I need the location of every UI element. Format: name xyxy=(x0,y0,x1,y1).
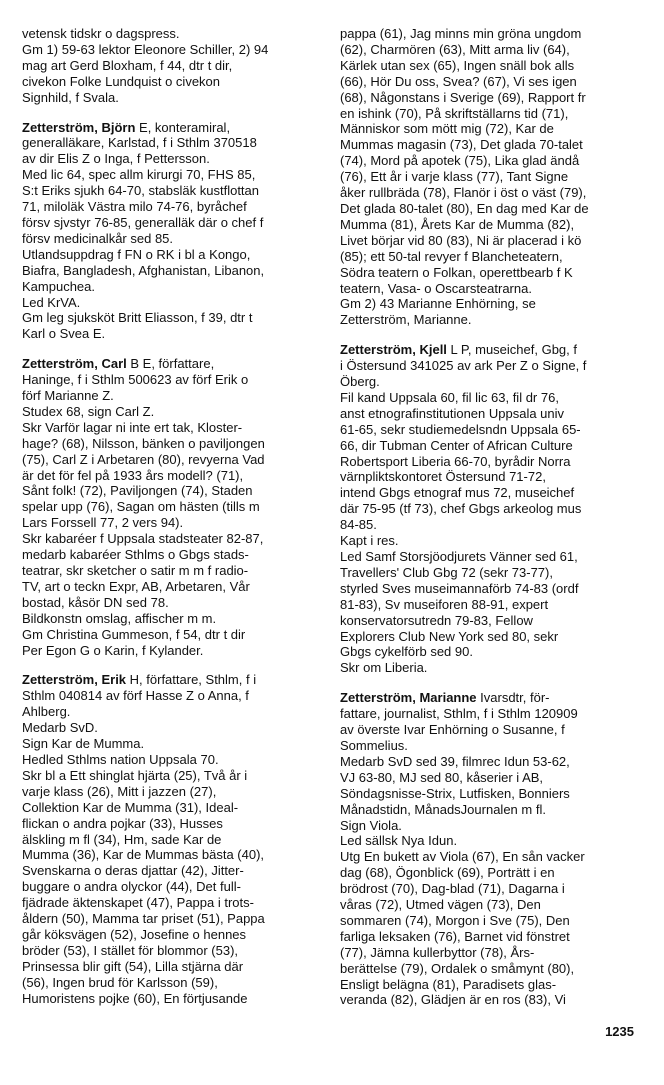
entry-text-line: går köksvägen (52), Josefine o hennes xyxy=(22,926,247,942)
entry-text-line: Sånt folk! (72), Paviljongen (74), Staden xyxy=(22,483,253,499)
entry-text-line: (77), Jämna kullerbyttor (78), Års- xyxy=(340,944,535,960)
entry-first-line xyxy=(22,356,318,372)
entry-text-line: av överste Ivar Enhörning o Susanne, f xyxy=(340,722,565,738)
entry-text-line: Mummas magasin (73), Det glada 70-talet xyxy=(340,137,583,153)
entry-text-line: veranda (82), Glädjen är en ros (83), Vi xyxy=(340,992,566,1008)
entry-text-line: styrled Sves museimannaförb 74-83 (ordf xyxy=(340,580,579,596)
entry-text-line: Medarb SvD sed 39, filmrec Idun 53-62, xyxy=(340,753,570,769)
biography-entry xyxy=(340,690,640,1008)
entry-name: Zetterström, Carl xyxy=(22,356,127,372)
biography-continuation xyxy=(22,26,318,106)
entry-text-line: 61-65, sekr studiemedelsndn Uppsala 65- xyxy=(340,421,581,437)
entry-text-line: bostad, kåsör DN sed 78. xyxy=(22,594,169,610)
entry-text-line: Sign Kar de Mumma. xyxy=(22,736,145,752)
entry-text-line: Travellers' Club Gbg 72 (sekr 73-77), xyxy=(340,564,553,580)
entry-text-line: varje klass (26), Mitt i jazzen (27), xyxy=(22,783,217,799)
entry-text-line: medarb kabaréer Sthlms o Gbgs stads- xyxy=(22,547,249,563)
page-number: 1235 xyxy=(605,1024,634,1039)
entry-text-line: Skr kabaréer f Uppsala stadsteater 82-87, xyxy=(22,531,264,547)
entry-text-line: (62), Charmören (63), Mitt arma liv (64), xyxy=(340,41,570,57)
entry-text-line: Livet börjar vid 80 (83), Ni är placerad i kö xyxy=(340,232,582,248)
entry-text-line: där 75-95 (tf 73), chef Gbgs arkeolog mus xyxy=(340,501,582,517)
biography-entry xyxy=(22,672,318,1006)
entry-text-line: flickan o andra pojkar (33), Husses xyxy=(22,815,223,831)
entry-first-line xyxy=(340,690,640,706)
entry-text-line: Robertsport Liberia 66-70, byrådir Norra xyxy=(340,453,571,469)
entry-text-line: fjädrade äktenskapet (47), Pappa i trots- xyxy=(22,895,254,911)
entry-text-line: Mumma (36), Kar de Mummas bästa (40), xyxy=(22,847,265,863)
entry-text-line: Ensligt belägna (81), Paradisets glas- xyxy=(340,976,557,992)
entry-name: Zetterström, Erik xyxy=(22,672,127,688)
entry-text-line: 71, miloläk Västra milo 74-76, byråchef xyxy=(22,199,247,215)
entry-text-line: Zetterström, Marianne. xyxy=(340,312,472,328)
entry-text-line: Gm 2) 43 Marianne Enhörning, se xyxy=(340,296,536,312)
entry-text-line: Biafra, Bangladesh, Afghanistan, Libanon, xyxy=(22,262,265,278)
entry-text-line: Utlandsuppdrag f FN o RK i bl a Kongo, xyxy=(22,246,251,262)
entry-text-line: (68), Någonstans i Sverige (69), Rapport fr xyxy=(340,89,586,105)
entry-text-line: teatrar, skr sketcher o satir m m f radio- xyxy=(22,563,249,578)
entry-text-line: försv sjvstyr 76-85, generalläk där o chef f xyxy=(22,214,264,230)
entry-first-line-text: vetensk tidskr o dagspress. xyxy=(22,26,180,41)
entry-text-line: (85); ett 50-tal revyer f Blancheteatern, xyxy=(340,248,563,264)
entry-name: Zetterström, Marianne xyxy=(340,690,477,706)
entry-name: Zetterström, Kjell xyxy=(340,342,447,358)
entry-text-line: Människor som mött mig (72), Kar de xyxy=(340,121,554,137)
entry-text-line: dag (68), Ögonblick (69), Porträtt i en xyxy=(340,865,555,881)
entry-text-line: TV, art o teckn Expr, AB, Arbetaren, Vår xyxy=(22,578,250,594)
entry-text-line: Öberg. xyxy=(340,374,380,390)
biography-entry xyxy=(22,120,318,343)
entry-text-line: Med lic 64, spec allm kirurgi 70, FHS 85, xyxy=(22,167,256,183)
entry-text-line: Sommelius. xyxy=(340,737,408,753)
entry-first-line xyxy=(22,120,318,136)
entry-text-line: teatern, Vasa- o Oscarsteatrarna. xyxy=(340,280,532,296)
entry-text-line: en ishink (70), På skriftställarns tid (71), xyxy=(340,105,569,121)
entry-text-line: våras (72), Utmed vägen (73), Den xyxy=(340,897,541,913)
entry-text-line: Kärlek utan sex (65), Ingen snäll bok alls xyxy=(340,57,575,73)
entry-text-line: Signhild, f Svala. xyxy=(22,89,119,105)
entry-text-line: Det glada 80-talet (80), En dag med Kar de xyxy=(340,200,589,216)
entry-text-line: försv medicinalkår sed 85. xyxy=(22,230,174,246)
entry-text-line: Utg En bukett av Viola (67), En sån vacker xyxy=(340,849,585,865)
entry-first-line-text: L P, museichef, Gbg, f xyxy=(446,342,577,358)
entry-text-line: Gm leg sjuksköt Britt Eliasson, f 39, dtr t xyxy=(22,310,253,326)
entry-text-line: Lars Forssell 77, 2 vers 94). xyxy=(22,515,184,531)
entry-text-line: buggare o andra olyckor (44), Det full- xyxy=(22,879,241,895)
entry-first-line xyxy=(22,672,318,688)
entry-text-line: Karl o Svea E. xyxy=(22,326,106,342)
biography-continuation xyxy=(340,26,640,328)
entry-text-line: Medarb SvD. xyxy=(22,720,98,736)
entry-text-line: Bildkonstn omslag, affischer m m. xyxy=(22,610,217,626)
entry-text-line: Per Egon G o Karin, f Kylander. xyxy=(22,642,204,658)
entry-first-line-text: H, författare, Sthlm, f i xyxy=(126,672,257,688)
entry-text-line: brödrost (70), Dag-blad (71), Dagarna i xyxy=(340,881,565,897)
entry-text-line: Södra teatern o Folkan, operettbearb f K xyxy=(340,264,573,280)
entry-text-line: Månadstidn, MånadsJournalen m fl. xyxy=(340,801,546,817)
entry-text-line: 66, dir Tubman Center of African Culture xyxy=(340,437,573,453)
entry-text-line: Haninge, f i Sthlm 500623 av förf Erik o xyxy=(22,372,249,388)
entry-text-line: Studex 68, sign Carl Z. xyxy=(22,403,155,419)
entry-text-line: generalläkare, Karlstad, f i Sthlm 370518 xyxy=(22,135,257,151)
entry-text-line: Led Samf Storsjöodjurets Vänner sed 61, xyxy=(340,549,578,564)
entry-first-line-text: Ivarsdtr, för- xyxy=(476,690,550,706)
entry-text-line: Fil kand Uppsala 60, fil lic 63, fil dr 76, xyxy=(340,389,559,405)
entry-text-line: mag art Gerd Bloxham, f 44, dtr t dir, xyxy=(22,57,233,73)
text-column-left xyxy=(22,26,318,1006)
biography-entry xyxy=(340,342,640,676)
entry-text-line: Kampuchea. xyxy=(22,278,95,294)
entry-text-line: Skr Varför lagar ni inte ert tak, Kloster- xyxy=(22,419,243,435)
entry-text-line: Humoristens pojke (60), En förtjusande xyxy=(22,990,248,1006)
entry-text-line: Gm 1) 59-63 lektor Eleonore Schiller, 2) 94 xyxy=(22,41,269,57)
entry-text-line: (74), Mord på apotek (75), Lika glad ändå xyxy=(340,153,580,169)
entry-text-line: Led KrVA. xyxy=(22,294,81,310)
entry-first-line xyxy=(22,26,318,42)
entry-text-line: farliga leksaken (76), Barnet vid fönstret xyxy=(340,928,570,944)
entry-text-line: av dir Elis Z o Inga, f Pettersson. xyxy=(22,151,210,167)
entry-text-line: anst etnografinstitutionen Uppsala univ xyxy=(340,405,565,421)
entry-text-line: Skr om Liberia. xyxy=(340,660,428,676)
entry-text-line: (76), Ett år i varje klass (77), Tant Signe xyxy=(340,169,569,185)
entry-text-line: Söndagsnisse-Strix, Lutfisken, Bonniers xyxy=(340,785,570,801)
entry-name: Zetterström, Björn xyxy=(22,119,136,135)
entry-text-line: är det för fel på 1933 års modell? (71), xyxy=(22,467,244,483)
entry-text-line: förf Marianne Z. xyxy=(22,388,114,404)
entry-text-line: Sthlm 040814 av förf Hasse Z o Anna, f xyxy=(22,688,249,704)
text-column-right xyxy=(340,26,640,1008)
entry-text-line: sommaren (74), Morgon i Sve (75), Den xyxy=(340,912,570,928)
entry-first-line-text: pappa (61), Jag minns min gröna ungdom xyxy=(340,26,582,41)
entry-text-line: (56), Ingen brud för Karlsson (59), xyxy=(22,974,218,990)
entry-text-line: Gbgs cykelförb sed 90. xyxy=(340,644,473,660)
entry-text-line: i Östersund 341025 av ark Per Z o Signe, f xyxy=(340,358,587,374)
entry-text-line: Svenskarna o deras djattar (42), Jitter- xyxy=(22,863,244,879)
entry-text-line: Hedled Sthlms nation Uppsala 70. xyxy=(22,751,219,767)
entry-text-line: älskling m fl (34), Hm, sade Kar de xyxy=(22,831,222,847)
entry-text-line: Led sällsk Nya Idun. xyxy=(340,833,458,849)
entry-first-line xyxy=(340,342,640,358)
entry-text-line: fattare, journalist, Sthlm, f i Sthlm 120909 xyxy=(340,706,578,722)
entry-text-line: Sign Viola. xyxy=(340,817,402,833)
entry-text-line: berättelse (79), Ordalek o småmynt (80), xyxy=(340,960,575,976)
entry-text-line: bröder (53), I stället för blommor (53), xyxy=(22,942,239,958)
entry-text-line: S:t Eriks sjukh 64-70, stabsläk kustflottan xyxy=(22,183,259,199)
entry-text-line: intend Gbgs etnograf mus 72, museichef xyxy=(340,485,575,501)
entry-first-line-text: B E, författare, xyxy=(126,356,215,372)
entry-text-line: värnpliktskontoret Östersund 71-72, xyxy=(340,469,546,485)
entry-first-line-text: E, konteramiral, xyxy=(135,119,231,135)
entry-text-line: åker rullbräda (78), Flanör i öst o väst (79), xyxy=(340,185,587,201)
entry-text-line: (66), Hör Du oss, Svea? (67), Vi ses igen xyxy=(340,73,577,89)
entry-text-line: Explorers Club New York sed 80, sekr xyxy=(340,628,559,644)
entry-text-line: Prinsessa blir gift (54), Lilla stjärna där xyxy=(22,958,244,974)
entry-text-line: (75), Carl Z i Arbetaren (80), revyerna Vad xyxy=(22,451,265,467)
entry-text-line: civekon Folke Lundquist o civekon xyxy=(22,73,221,89)
entry-text-line: Skr bl a Ett shinglat hjärta (25), Två år i xyxy=(22,767,248,783)
entry-text-line: 81-83), Sv museiforen 88-91, expert xyxy=(340,596,549,612)
entry-text-line: Collektion Kar de Mumma (31), Ideal- xyxy=(22,799,239,815)
entry-text-line: Kapt i res. xyxy=(340,533,399,549)
entry-text-line: Gm Christina Gummeson, f 54, dtr t dir xyxy=(22,626,246,642)
entry-text-line: VJ 63-80, MJ sed 80, kåserier i AB, xyxy=(340,769,544,785)
biography-entry xyxy=(22,356,318,658)
entry-text-line: Ahlberg. xyxy=(22,704,71,720)
entry-text-line: spelar upp (76), Sagan om hästen (tills m xyxy=(22,499,260,515)
entry-text-line: konservatorsutredn 79-83, Fellow xyxy=(340,612,533,628)
entry-text-line: hage? (68), Nilsson, bänken o paviljongen xyxy=(22,435,265,451)
entry-first-line xyxy=(340,26,640,42)
entry-text-line: Mumma (81), Årets Kar de Mumma (82), xyxy=(340,216,575,232)
entry-text-line: åldern (50), Mamma tar priset (51), Pappa xyxy=(22,911,265,927)
entry-text-line: 84-85. xyxy=(340,517,377,533)
